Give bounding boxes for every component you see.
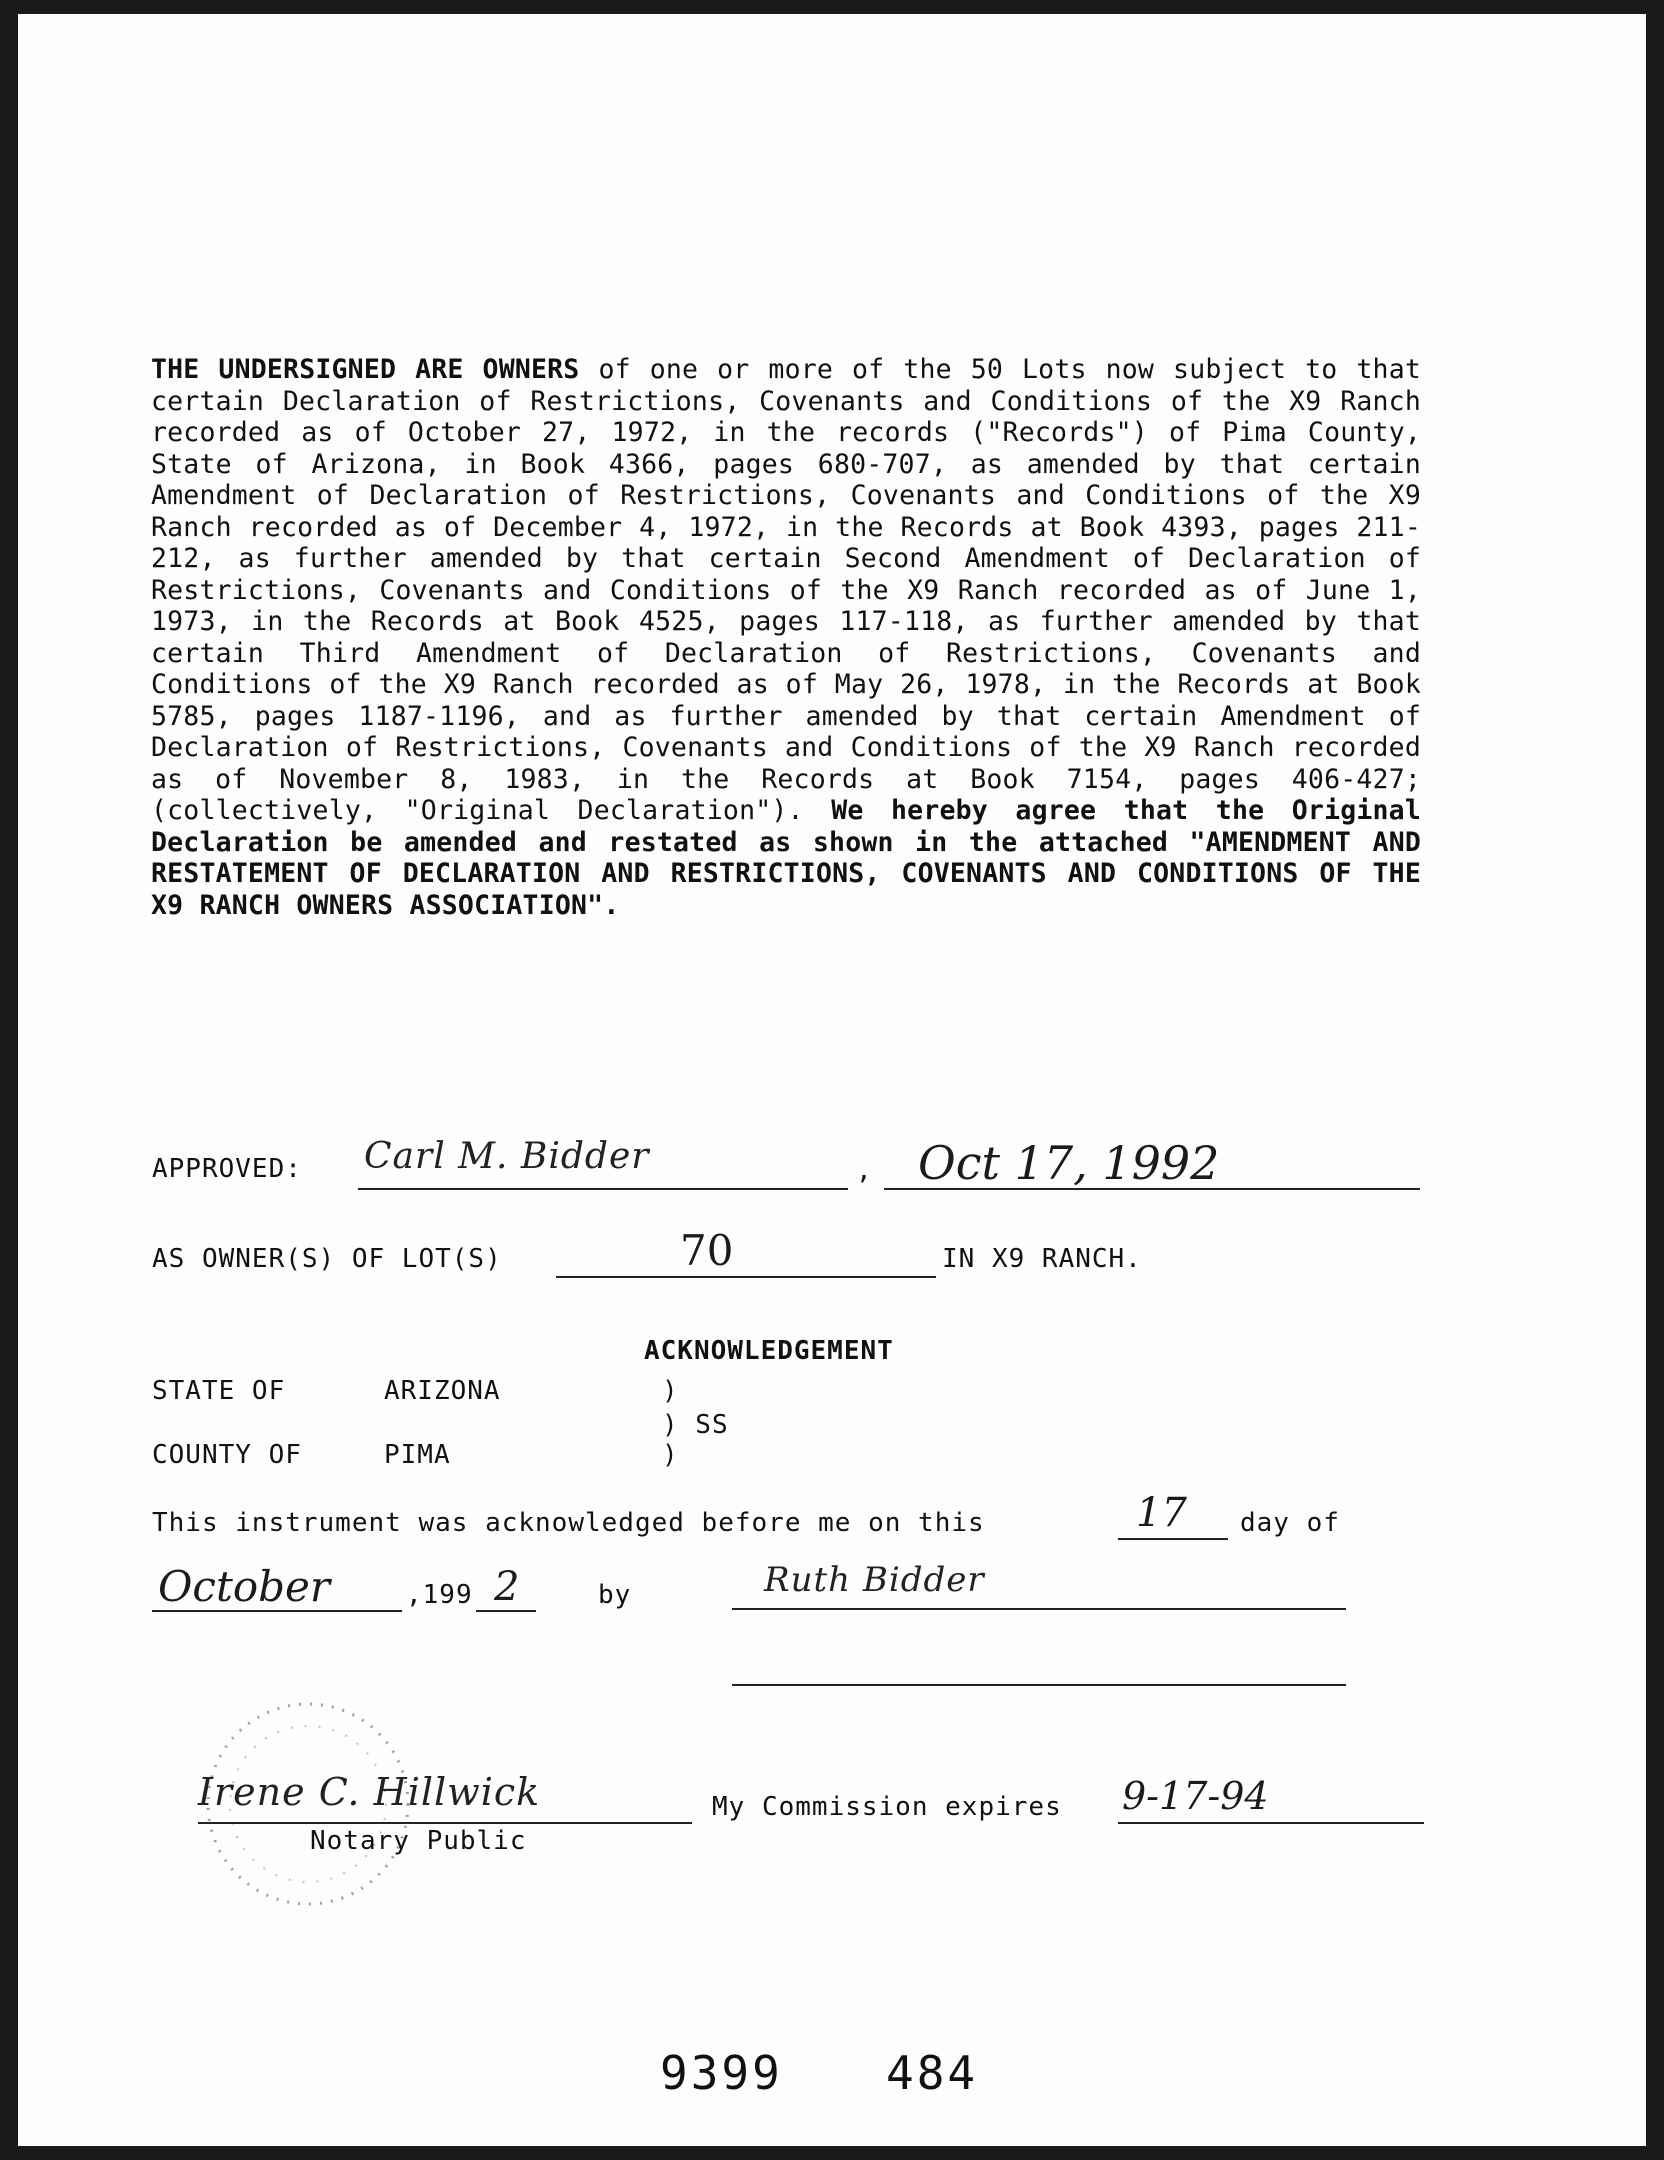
owner-signature: Carl M. Bidder xyxy=(364,1136,650,1177)
acknowledged-month: October xyxy=(158,1562,330,1611)
notary-signature-line xyxy=(198,1822,692,1824)
commission-line xyxy=(1118,1822,1424,1824)
acknowledged-sentence: This instrument was acknowledged before me on this xyxy=(152,1508,985,1538)
blank-line xyxy=(732,1684,1346,1686)
year-prefix: ,199 xyxy=(406,1580,473,1610)
book-number: 9399 xyxy=(660,2046,783,2100)
declaration-paragraph xyxy=(151,354,1421,921)
year-digit: 2 xyxy=(494,1564,520,1610)
state-value: ARIZONA xyxy=(384,1376,501,1406)
intro-bold: THE UNDERSIGNED ARE OWNERS xyxy=(151,354,580,385)
commission-date: 9-17-94 xyxy=(1122,1774,1269,1818)
county-label: COUNTY OF xyxy=(152,1440,302,1470)
notary-title: Notary Public xyxy=(310,1826,527,1856)
paren-bottom: ) xyxy=(662,1440,679,1470)
document-page: THE UNDERSIGNED ARE OWNERS of one or more of the 50 Lots now subject to that certain Declaration of Restrictions, Covenants and Conditions of the X9 Ranch recorded as of October 27, 1972, in the records ("Records") of Pima County, State of Arizona, in Book 4366, pages 680-707, as amended by that certain Amendment of Declaration of Restrictions, Covenants and Conditions of the X9 Ranch recorded as of December 4, 1972, in the Records at Book 4393, pages 211-212, as further amended by that certain Second Amendment of Declaration of Restrictions, Covenants and Conditions of the X9 Ranch recorded as of June 1, 1973, in the Records at Book 4525, pages 117-118, as further amended by that certain Third Amendment of Declaration of Restrictions, Covenants and Conditions of the X9 Ranch recorded as of May 26, 1978, in the Records at Book 5785, pages 1187-1196, and as further amended by that certain Amendment of Declaration of Restrictions, Covenants and Conditions of the X9 Ranch recorded as of November 8, 1983, in the Records at Book 7154, pages 406-427; (collectively, "Original Declaration"). We hereby agree that the Original Declaration be amended and restated as shown in the attached "AMENDMENT AND RESTATEMENT OF DECLARATION AND RESTRICTIONS, COVENANTS AND CONDITIONS OF THE X9 RANCH OWNERS ASSOCIATION". APPROVED: Carl M. Bidder , Oct 17, 1992 AS OWNER(S) OF LOT(S) 70 IN X9 RANCH. ACKNOWLEDGEMENT STATE OF ARIZONA ) ) SS COUNTY OF PIMA ) This instrument was acknowledged before me on this 17 day of October ,199 2 by Ruth Bidder Irene C. Hillwick Notary Public My Commission expires 9-17-94 9399 484 xyxy=(18,14,1646,2146)
day-line xyxy=(1118,1538,1228,1540)
approval-date: Oct 17, 1992 xyxy=(918,1136,1220,1190)
paren-top: ) xyxy=(662,1376,679,1406)
acknowledged-day: 17 xyxy=(1136,1490,1187,1536)
acknowledger-signature: Ruth Bidder xyxy=(764,1560,985,1600)
approved-label: APPROVED: xyxy=(152,1154,302,1184)
acknowledger-line xyxy=(732,1608,1346,1610)
agreement-bold: We hereby agree that the Original Declaration be amended and restated as shown in the attached "AMENDMENT AND RESTATEMENT OF DECLARATION AND RESTRICTIONS, COVENANTS AND CONDITIONS OF THE X9 RANCH OWNERS ASSOCIATION". xyxy=(151,795,1421,921)
lot-number: 70 xyxy=(680,1226,734,1275)
lot-line xyxy=(556,1276,936,1278)
county-value: PIMA xyxy=(384,1440,451,1470)
notary-signature: Irene C. Hillwick xyxy=(198,1770,541,1814)
month-line xyxy=(152,1610,402,1612)
ranch-label: IN X9 RANCH. xyxy=(942,1244,1142,1274)
page-number: 484 xyxy=(886,2046,979,2100)
paren-ss: ) SS xyxy=(662,1410,729,1440)
year-line xyxy=(476,1610,536,1612)
commission-label: My Commission expires xyxy=(712,1792,1062,1822)
declaration-text: of one or more of the 50 Lots now subject to that certain Declaration of Restrictions, Covenants and Conditions of the X9 Ranch recorded as of October 27, 1972, in the records ("Records") of Pima County, State of Arizona, in Book 4366, pages 680-707, as amended by that certain Amendment of Declaration of Restrictions, Covenants and Conditions of the X9 Ranch recorded as of December 4, 1972, in the Records at Book 4393, pages 211-212, as further amended by that certain Second Amendment of Declaration of Restrictions, Covenants and Conditions of the X9 Ranch recorded as of June 1, 1973, in the Records at Book 4525, pages 117-118, as further amended by that certain Third Amendment of Declaration of Restrictions, Covenants and Conditions of the X9 Ranch recorded as of May 26, 1978, in the Records at Book 5785, pages 1187-1196, and as further amended by that certain Amendment of Declaration of Restrictions, Covenants and Conditions of the X9 Ranch recorded as of November 8, 1983, in the Records at Book 7154, pages 406-427; (collectively, "Original Declaration"). xyxy=(151,354,1421,826)
owner-lot-label: AS OWNER(S) OF LOT(S) xyxy=(152,1244,502,1274)
by-label: by xyxy=(598,1580,632,1610)
state-label: STATE OF xyxy=(152,1376,286,1406)
date-line xyxy=(884,1188,1420,1190)
acknowledgement-heading: ACKNOWLEDGEMENT xyxy=(644,1336,894,1366)
day-of-label: day of xyxy=(1240,1508,1340,1538)
signature-line xyxy=(358,1188,848,1190)
